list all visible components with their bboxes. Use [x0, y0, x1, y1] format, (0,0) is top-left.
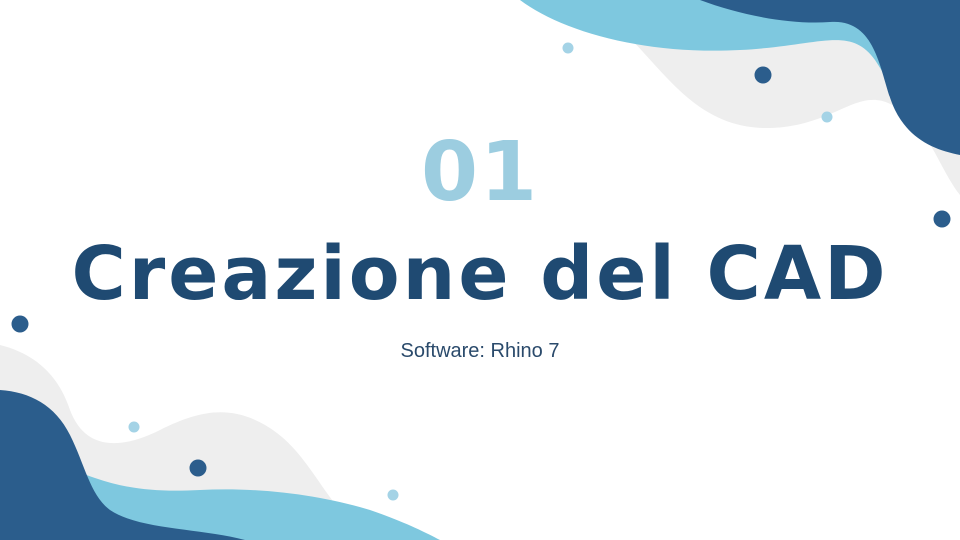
dot-light-bottom-left [129, 422, 140, 433]
slide-subtitle: Software: Rhino 7 [400, 340, 560, 362]
slide-title: Creazione del CAD [71, 231, 889, 317]
dot-light-bottom [388, 490, 399, 501]
dot-dark-bottom [190, 460, 207, 477]
dot-light-top [563, 43, 574, 54]
dot-dark-top [755, 67, 772, 84]
section-number: 01 [420, 125, 540, 220]
